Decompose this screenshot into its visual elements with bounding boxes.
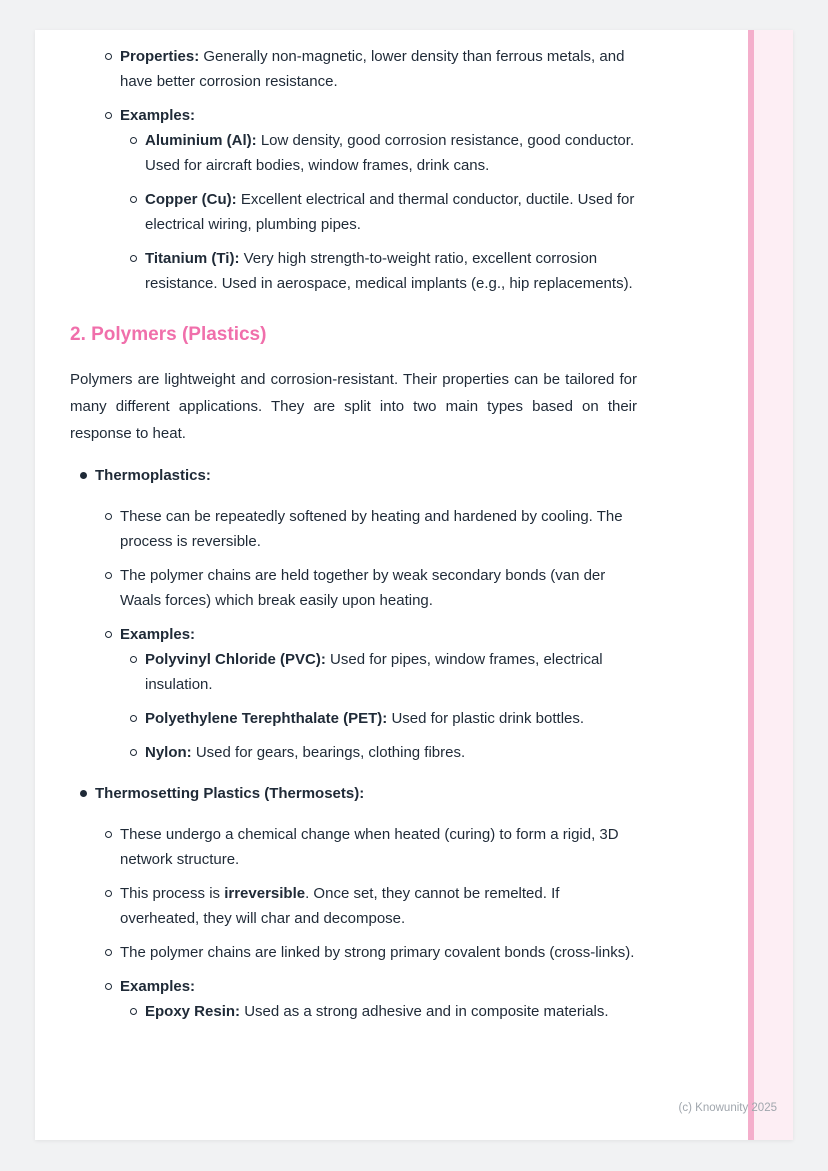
item-text: The polymer chains are linked by strong primary covalent bonds (cross-links).: [120, 944, 635, 961]
item-label: Thermoplastics:: [95, 467, 211, 484]
item-text: These undergo a chemical change when heated (curing) to form a rigid, 3D network structure.: [120, 826, 619, 868]
list-item-pet: [70, 706, 637, 731]
item-label: Epoxy Resin:: [145, 1003, 241, 1020]
item-text: The polymer chains are held together by weak secondary bonds (van der Waals forces) which break easily upon heating.: [120, 567, 606, 609]
item-text: Very high strength-to-weight ratio, excellent corrosion resistance. Used in aerospace, medical implants (e.g., hip replacements).: [145, 250, 633, 292]
list-item-thermoplastic-point: [70, 563, 637, 613]
list-item-thermoset-point: [70, 881, 637, 931]
item-label: Copper (Cu):: [145, 191, 237, 208]
list-item-text: [120, 563, 637, 613]
list-item-thermoplastic-point: [70, 504, 637, 554]
item-label: Nylon:: [145, 744, 192, 761]
circle-bullet-icon: [130, 749, 137, 756]
circle-bullet-icon: [130, 1008, 137, 1015]
item-text: Used for plastic drink bottles.: [391, 710, 585, 727]
item-text: Used for gears, bearings, clothing fibres.: [195, 744, 466, 761]
circle-bullet-icon: [105, 112, 112, 119]
list-item-text: [120, 881, 637, 931]
circle-bullet-icon: [130, 196, 137, 203]
list-item-titanium: [70, 246, 637, 296]
item-text-pre: This process is: [120, 885, 225, 902]
item-label: Thermosetting Plastics (Thermosets):: [95, 785, 365, 802]
list-item-text: [120, 622, 637, 647]
list-item-text: [95, 781, 637, 806]
list-item-text: [145, 128, 637, 178]
list-item-text: [120, 974, 637, 999]
circle-bullet-icon: [130, 715, 137, 722]
item-text: Excellent electrical and thermal conductor, ductile. Used for electrical wiring, plumbing pipes.: [145, 191, 635, 233]
circle-bullet-icon: [130, 656, 137, 663]
circle-bullet-icon: [105, 53, 112, 60]
circle-bullet-icon: [105, 572, 112, 579]
disc-bullet-icon: [80, 472, 87, 479]
circle-bullet-icon: [130, 137, 137, 144]
list-item-text: [145, 999, 637, 1024]
disc-bullet-icon: [80, 790, 87, 797]
circle-bullet-icon: [130, 255, 137, 262]
list-item-text: [120, 504, 637, 554]
item-label: Polyvinyl Chloride (PVC):: [145, 651, 326, 668]
list-item-thermoset-point: [70, 940, 637, 965]
item-label: Examples:: [120, 626, 196, 643]
list-item-text: [145, 706, 637, 731]
list-item-properties: [70, 44, 637, 94]
list-item-examples: [70, 103, 637, 128]
circle-bullet-icon: [105, 831, 112, 838]
list-item-text: [145, 187, 637, 237]
list-item-epoxy: [70, 999, 637, 1024]
item-label: Titanium (Ti):: [145, 250, 240, 267]
circle-bullet-icon: [105, 631, 112, 638]
item-text: These can be repeatedly softened by heating and hardened by cooling. The process is reversible.: [120, 508, 623, 550]
list-item-text: [120, 44, 637, 94]
footer-credit: (c) Knowunity 2025: [678, 1102, 777, 1114]
list-item-text: [120, 940, 637, 965]
item-text: Used as a strong adhesive and in composite materials.: [244, 1003, 609, 1020]
list-item-text: [145, 740, 637, 765]
item-text: Used for pipes, window frames, electrical insulation.: [145, 651, 603, 693]
list-item-thermoplastics: [70, 463, 637, 488]
section-heading: 2. Polymers (Plastics): [70, 324, 267, 345]
document-page: [35, 30, 793, 1140]
item-text-emphasis: irreversible: [224, 885, 306, 902]
list-item-copper: [70, 187, 637, 237]
document-content: [70, 44, 637, 1033]
circle-bullet-icon: [105, 513, 112, 520]
list-item-text: [120, 822, 637, 872]
list-item-pvc: [70, 647, 637, 697]
list-item-thermoset-point: [70, 822, 637, 872]
item-label: Aluminium (Al):: [145, 132, 257, 149]
list-item-text: [120, 103, 637, 128]
list-item-nylon: [70, 740, 637, 765]
item-label: Examples:: [120, 107, 196, 124]
list-item-examples: [70, 974, 637, 999]
list-item-text: [145, 246, 637, 296]
list-item-aluminium: [70, 128, 637, 178]
intro-paragraph: Polymers are lightweight and corrosion-resistant. Their properties can be tailored for many different applications. They are split into two main types based on their response to heat.: [70, 371, 637, 442]
accent-stripe-light: [754, 30, 793, 1140]
list-item-thermosets: [70, 781, 637, 806]
list-item-text: [145, 647, 637, 697]
item-label: Examples:: [120, 978, 196, 995]
item-text: Generally non-magnetic, lower density than ferrous metals, and have better corrosion resistance.: [120, 48, 625, 90]
list-item-examples: [70, 622, 637, 647]
item-text: Low density, good corrosion resistance, good conductor. Used for aircraft bodies, window frames, drink cans.: [145, 132, 635, 174]
circle-bullet-icon: [105, 983, 112, 990]
item-text-post: . Once set, they cannot be remelted. If overheated, they will char and decompose.: [120, 885, 560, 927]
list-item-text: [95, 463, 637, 488]
circle-bullet-icon: [105, 949, 112, 956]
accent-stripe: [748, 30, 754, 1140]
item-label: Properties:: [120, 48, 200, 65]
item-label: Polyethylene Terephthalate (PET):: [145, 710, 388, 727]
circle-bullet-icon: [105, 890, 112, 897]
